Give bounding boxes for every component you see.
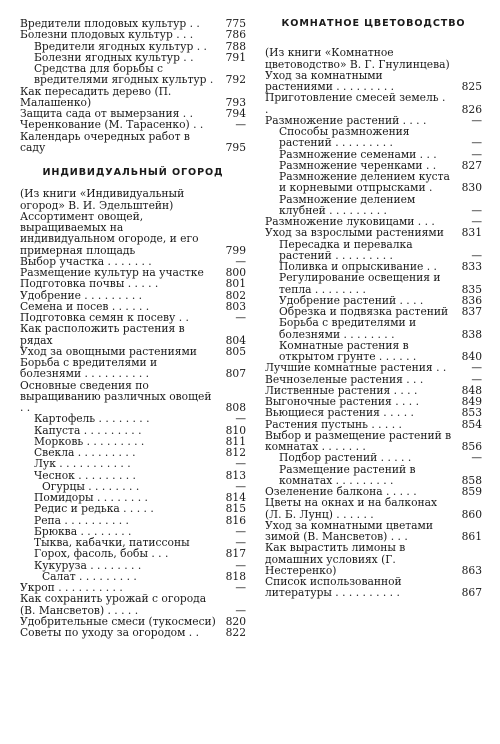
toc-entry-title: Способы размножения растений . . . . . . . . . xyxy=(279,125,410,150)
toc-entry-title: Удобрение . . . . . . . . . xyxy=(20,288,143,302)
toc-entry xyxy=(20,323,246,346)
toc-entry-page: 800 xyxy=(225,266,246,279)
toc-entry-title: Календарь очередных работ в саду xyxy=(20,129,190,154)
toc-entry xyxy=(20,29,246,40)
toc-entry xyxy=(20,593,246,616)
toc-entry-title: Болезни плодовых культур . . . xyxy=(20,28,194,42)
toc-entry-page: 822 xyxy=(225,626,246,639)
toc-entry-page: 793 xyxy=(225,95,246,109)
toc-entry xyxy=(20,627,246,638)
toc-entry-page: 794 xyxy=(225,107,246,120)
toc-entry xyxy=(265,47,482,70)
toc-entry xyxy=(20,278,246,289)
toc-entry-title: Капуста . . . . . . . . . xyxy=(34,423,142,437)
toc-entry-title: Основные сведения по выращиванию различных овощей . . xyxy=(20,378,212,414)
toc-entry-page: 816 xyxy=(225,513,246,527)
toc-entry xyxy=(20,119,246,130)
toc-entry-title: Растения пустынь . . . . . xyxy=(265,417,402,431)
toc-entry-page: — xyxy=(471,215,482,228)
toc-entry xyxy=(20,188,246,211)
toc-entry xyxy=(265,272,482,295)
toc-indoor-flowers-list xyxy=(265,47,482,598)
toc-entry xyxy=(20,131,246,154)
toc-entry xyxy=(20,357,246,380)
toc-entry-title: Репа . . . . . . . . . . xyxy=(34,513,129,527)
toc-entry-title: Размножение делением клубней . . . . . . . . . xyxy=(279,192,416,217)
toc-entry-page: — xyxy=(471,361,482,375)
toc-entry-page: 838 xyxy=(461,327,482,341)
toc-entry-title: Морковь . . . . . . . . . xyxy=(34,434,145,448)
toc-entry-page: — xyxy=(235,479,246,493)
toc-entry-page: 792 xyxy=(225,73,246,87)
toc-entry-title: Подготовка почвы . . . . . xyxy=(20,277,159,291)
toc-entry-title: Как расположить растения в рядах xyxy=(20,322,185,347)
toc-entry-title: Помидоры . . . . . . . . xyxy=(34,491,148,504)
toc-entry-title: Вредители плодовых культур . . xyxy=(20,17,200,30)
toc-entry-title: (Из книги «Комнатное цветоводство» В. Г. Гнулинцева) xyxy=(265,46,450,71)
toc-entry-page: 807 xyxy=(225,367,246,381)
toc-entry-title: Уход за комнатными растениями . . . . . . . . . xyxy=(265,68,395,93)
toc-entry-page: — xyxy=(235,603,246,617)
toc-entry-page: — xyxy=(235,536,246,549)
toc-entry-title: Размещение растений в комнатах . . . . . . . . . xyxy=(279,462,416,487)
toc-entry-title: Размножение семенами . . . xyxy=(279,147,437,161)
toc-entry-page: 837 xyxy=(461,305,482,318)
toc-entry xyxy=(265,497,482,520)
toc-entry xyxy=(265,92,482,115)
toc-entry-page: 820 xyxy=(225,614,246,628)
toc-entry-title: Тыква, кабачки, патиссоны xyxy=(34,536,190,549)
toc-entry xyxy=(265,317,482,340)
toc-entry-title: Ассортимент овощей, выращиваемых на индивидуальном огороде, и его примерная площадь xyxy=(20,209,199,257)
toc-entry-page: 812 xyxy=(225,446,246,459)
toc-entry-page: 861 xyxy=(461,530,482,543)
toc-entry-page: — xyxy=(471,451,482,465)
toc-entry-page: 826 xyxy=(461,102,482,116)
toc-entry-page: 804 xyxy=(225,333,246,347)
toc-entry-page: 830 xyxy=(461,181,482,195)
toc-entry-title: Свекла . . . . . . . . . xyxy=(34,446,136,459)
toc-entry-title: Регулирование освещения и тепла . . . . . . . . xyxy=(279,271,441,296)
toc-entry-title: Выгоночные растения . . . . xyxy=(265,395,419,408)
toc-entry-title: Удобрительные смеси (тукосмеси) xyxy=(20,614,216,628)
toc-entry-page: 860 xyxy=(461,507,482,521)
toc-entry-title: Чеснок . . . . . . . . . xyxy=(34,468,136,482)
toc-entry xyxy=(265,227,482,238)
toc-entry-page: 817 xyxy=(225,547,246,561)
toc-entry xyxy=(265,362,482,373)
toc-entry-page: 833 xyxy=(461,260,482,273)
toc-entry-title: Лиственные растения . . . . xyxy=(265,383,418,397)
toc-entry-title: Лучшие комнатные растения . . xyxy=(265,361,447,375)
toc-entry xyxy=(265,542,482,576)
toc-entry-title: Озеленение балкона . . . . . xyxy=(265,485,417,498)
toc-entry-page: 835 xyxy=(461,282,482,296)
toc-entry-title: Обрезка и подвязка растений xyxy=(279,305,449,318)
toc-entry-title: Как вырастить лимоны в домашних условиях (Г. Нестеренко) xyxy=(265,541,406,577)
toc-entry-title: Болезни ягодных культур . . xyxy=(34,50,194,64)
toc-entry-title: Картофель . . . . . . . . xyxy=(34,412,150,426)
toc-entry-title: Борьба с вредителями и болезнями . . . . . . . . . . xyxy=(20,356,158,381)
toc-entry-title: Размножение черенками . . xyxy=(279,158,437,172)
toc-entry-page: — xyxy=(471,147,482,161)
toc-entry-title: (Из книги «Индивидуальный огород» В. И. Эдельштейн) xyxy=(20,187,185,212)
toc-entry-page: 815 xyxy=(225,502,246,516)
toc-entry-title: Как сохранить урожай с огорода (В. Мансветов) . . . . . xyxy=(20,592,207,617)
toc-entry-title: Как пересадить дерево (П. Малашенко) xyxy=(20,84,172,109)
toc-entry xyxy=(265,126,482,149)
toc-entry-title: Размножение луковицами . . . xyxy=(265,215,435,228)
toc-entry-title: Размножение делением куста и корневыми отпрысками . xyxy=(279,170,450,195)
toc-entry-page: — xyxy=(471,136,482,150)
toc-entry-title: Огурцы . . . . . . . . xyxy=(42,479,140,493)
toc-entry-page: — xyxy=(235,558,246,572)
toc-entry-title: Удобрение растений . . . . xyxy=(279,293,424,307)
toc-entry-title: Горох, фасоль, бобы . . . xyxy=(34,547,169,561)
toc-entry-page: 848 xyxy=(461,383,482,397)
toc-entry-page: 867 xyxy=(461,586,482,600)
toc-entry-title: Вечнозеленые растения . . . xyxy=(265,372,424,386)
toc-entry-title: Цветы на окнах и на балконах (Л. Б. Лунц) . . . . . . xyxy=(265,496,438,521)
toc-entry-page: 788 xyxy=(225,39,246,53)
toc-entry-page: — xyxy=(471,203,482,217)
toc-entry-title: Поливка и опрыскивание . . xyxy=(279,260,437,273)
toc-entry-page: 859 xyxy=(461,485,482,498)
toc-entry-page: 808 xyxy=(225,401,246,414)
toc-entry-page: 856 xyxy=(461,440,482,453)
toc-entry-title: Размещение культур на участке xyxy=(20,266,204,279)
toc-entry-page: 836 xyxy=(461,293,482,307)
toc-entry-title: Салат . . . . . . . . . xyxy=(42,569,137,583)
toc-entry xyxy=(265,464,482,487)
toc-entry-page: 786 xyxy=(225,28,246,42)
toc-entry-title: Пересадка и перевалка растений . . . . . . . . . xyxy=(279,237,413,262)
toc-entry-page: — xyxy=(235,581,246,594)
toc-entry-title: Приготовление смесей земель . . xyxy=(265,91,446,116)
toc-entry-title: Вьющиеся растения . . . . . xyxy=(265,406,414,420)
toc-entry-page: — xyxy=(235,412,246,426)
toc-entry xyxy=(265,430,482,453)
toc-entry xyxy=(20,503,246,514)
toc-entry-page: 827 xyxy=(461,158,482,172)
toc-entry-page: — xyxy=(235,311,246,324)
toc-entry-title: Черенкование (М. Тарасенко) . . xyxy=(20,118,204,132)
toc-entry-page: 853 xyxy=(461,406,482,420)
toc-entry-title: Комнатные растения в открытом грунте . . . . . . xyxy=(279,338,417,363)
toc-entry-page: 854 xyxy=(461,417,482,431)
toc-entry-title: Выбор участка . . . . . . . xyxy=(20,254,152,268)
toc-entry-title: Уход за комнатными цветами зимой (В. Мансветов) . . . xyxy=(265,518,433,543)
toc-entry-page: 818 xyxy=(225,569,246,583)
toc-entry-page: — xyxy=(471,113,482,127)
toc-entry-page: 791 xyxy=(225,50,246,64)
toc-entry-page: — xyxy=(471,248,482,262)
toc-entry-title: Лук . . . . . . . . . . . xyxy=(34,457,131,471)
toc-entry-title: Подбор растений . . . . . xyxy=(279,451,412,465)
toc-entry xyxy=(20,458,246,469)
toc-entry xyxy=(265,239,482,262)
toc-entry-page: 813 xyxy=(225,468,246,482)
toc-entry-page: — xyxy=(471,372,482,386)
toc-entry xyxy=(265,452,482,463)
toc-entry xyxy=(20,211,246,256)
toc-entry-title: Советы по уходу за огородом . . xyxy=(20,626,199,639)
toc-entry xyxy=(265,194,482,217)
toc-entry-title: Уход за взрослыми растениями xyxy=(265,226,444,240)
toc-entry-page: 803 xyxy=(225,299,246,313)
toc-entry-page: 801 xyxy=(225,277,246,291)
toc-entry-page: 825 xyxy=(461,80,482,93)
toc-entry xyxy=(20,86,246,109)
toc-entry xyxy=(20,548,246,559)
toc-entry-page: 831 xyxy=(461,226,482,240)
section-title-garden: ИНДИВИДУАЛЬНЫЙ ОГОРОД xyxy=(42,167,224,178)
toc-entry-title: Список использованной литературы . . . . . . . . . . xyxy=(265,575,402,600)
toc-entry-title: Укроп . . . . . . . . . . xyxy=(20,581,123,594)
toc-entry-title: Кукуруза . . . . . . . . xyxy=(34,558,142,572)
toc-entry xyxy=(20,413,246,424)
section-title-indoor-flowers: КОМНАТНОЕ ЦВЕТОВОДСТВО xyxy=(281,18,466,29)
toc-entry-title: Подготовка семян к посеву . . xyxy=(20,311,189,324)
toc-entry-page: 802 xyxy=(225,288,246,302)
toc-entry-page: 811 xyxy=(225,434,246,448)
toc-entry xyxy=(265,171,482,194)
toc-entry-page: — xyxy=(235,118,246,132)
toc-entry-page: 840 xyxy=(461,350,482,363)
toc-entry xyxy=(20,63,246,86)
toc-top-list xyxy=(20,18,246,153)
toc-entry-title: Выбор и размещение растений в комнатах . . . . . . . xyxy=(265,428,452,453)
toc-entry-page: — xyxy=(235,254,246,268)
toc-entry-title: Редис и редька . . . . . xyxy=(34,502,154,516)
toc-entry-page: 775 xyxy=(225,17,246,30)
toc-entry-title: Размножение растений . . . . xyxy=(265,113,427,127)
toc-entry-page: 849 xyxy=(461,395,482,408)
toc-garden-list xyxy=(20,188,246,638)
toc-entry xyxy=(265,407,482,418)
toc-entry xyxy=(265,70,482,93)
toc-entry-title: Уход за овощными растениями xyxy=(20,344,197,358)
toc-entry-page: 814 xyxy=(225,491,246,504)
right-column xyxy=(265,18,482,599)
toc-entry-page: — xyxy=(235,457,246,471)
toc-entry-title: Вредители ягодных культур . . xyxy=(34,39,207,53)
toc-entry xyxy=(265,576,482,599)
toc-entry-title: Средства для борьбы с вредителями ягодных культур . xyxy=(34,62,214,87)
toc-entry-page: 805 xyxy=(225,344,246,358)
toc-entry-page: — xyxy=(235,524,246,538)
toc-entry-page: 863 xyxy=(461,563,482,577)
toc-entry xyxy=(265,520,482,543)
toc-entry-title: Семена и посев . . . . . . xyxy=(20,299,150,313)
toc-entry-page: 799 xyxy=(225,243,246,257)
toc-entry-title: Защита сада от вымерзания . . xyxy=(20,107,194,120)
toc-entry-page: 858 xyxy=(461,473,482,487)
toc-entry xyxy=(265,340,482,363)
toc-entry-page: 795 xyxy=(225,140,246,154)
toc-entry-page: 810 xyxy=(225,423,246,437)
toc-entry-title: Брюква . . . . . . . . xyxy=(34,524,132,538)
toc-entry-title: Борьба с вредителями и болезнями . . . . . . . . xyxy=(279,316,417,341)
left-column xyxy=(20,18,246,638)
toc-entry xyxy=(20,380,246,414)
